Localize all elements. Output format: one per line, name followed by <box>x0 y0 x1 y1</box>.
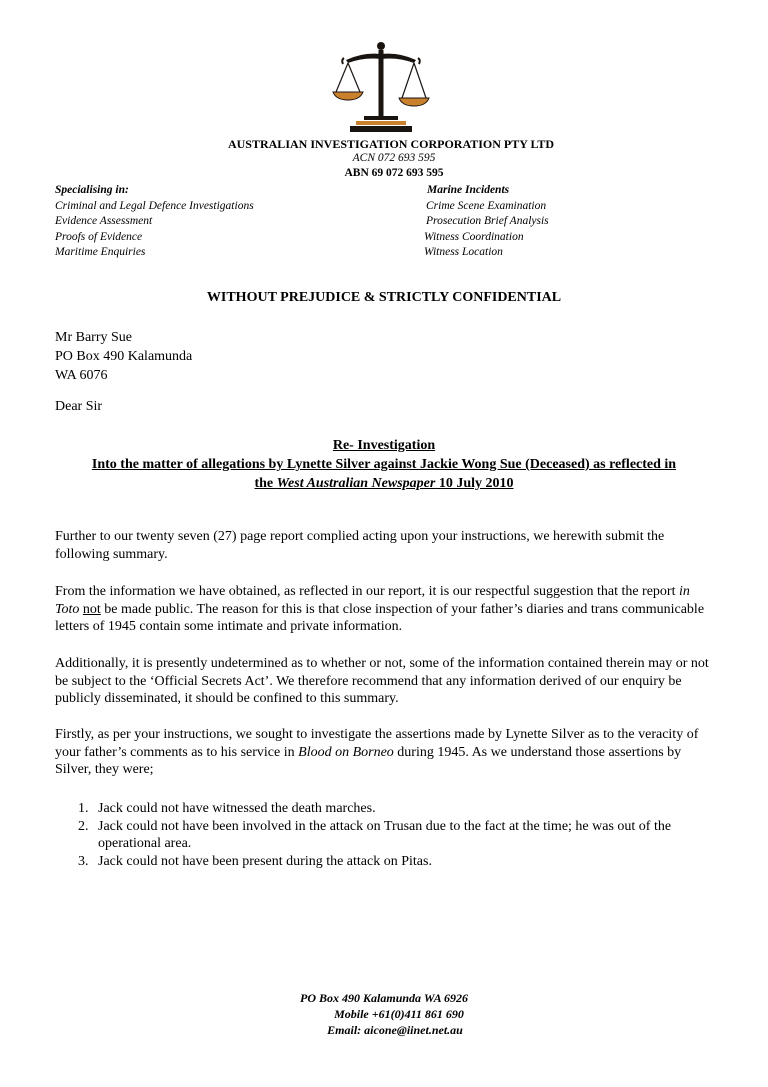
logo-left-pan <box>333 92 363 100</box>
service-item: Prosecution Brief Analysis <box>426 215 549 227</box>
service-item: Evidence Assessment <box>55 215 153 227</box>
logo-knob <box>377 42 385 50</box>
service-item-bold: Marine Incidents <box>427 184 510 196</box>
footer-mobile: Mobile +61(0)411 861 690 <box>334 1007 464 1021</box>
paragraph: Further to our twenty seven (27) page report complied acting upon your instructions, we herewith submit the following summary. <box>55 529 665 562</box>
newspaper-name: West Australian Newspaper <box>276 476 436 491</box>
paragraph: Firstly, as per your instructions, we sought to investigate the assertions made by Lynette Silver as to the veracity of your father’s comments as to his service in Blood on Borneo during 1945. As we understand those assertions by Silver, they were; <box>55 727 699 777</box>
company-acn: ACN 072 693 595 <box>352 152 436 164</box>
subject-line: the West Australian Newspaper 10 July 2010 <box>254 476 514 491</box>
logo-base-mid <box>356 121 406 125</box>
salutation: Dear Sir <box>55 399 103 414</box>
list-number: 2. <box>78 818 89 834</box>
list-item: 3. Jack could not have been present during the attack on Pitas. <box>78 853 432 869</box>
paragraph: From the information we have obtained, as reflected in our report, it is our respectful suggestion that the report in Toto not be made public. The reason for this is that close inspection of your father’s diaries and trans communicable letters of 1945 contain some intimate and private information. <box>55 584 705 634</box>
company-abn: ABN 69 072 693 595 <box>344 167 444 179</box>
logo-base-top <box>364 116 398 120</box>
footer-email: Email: aicone@iinet.net.au <box>327 1023 463 1037</box>
assertions-list <box>55 800 715 870</box>
subject-line: Into the matter of allegations by Lynette Silver against Jackie Wong Sue (Deceased) as reflected in <box>91 457 677 472</box>
service-item: Proofs of Evidence <box>55 230 143 243</box>
list-number: 3. <box>78 853 89 869</box>
company-name: AUSTRALIAN INVESTIGATION CORPORATION PTY LTD <box>227 137 555 151</box>
book-title: Blood on Borneo <box>298 744 394 760</box>
services-right-column <box>422 183 549 261</box>
footer-address: PO Box 490 Kalamunda WA 6926 <box>300 991 468 1005</box>
logo-pillar <box>379 50 384 116</box>
subject-line: Re- Investigation <box>332 438 436 453</box>
service-item: Witness Coordination <box>424 230 524 243</box>
paragraph: Additionally, it is presently undetermined as to whether or not, some of the information contained therein may or not be subject to the ‘Official Secrets Act’. We therefore recommend that any information derived of our enquiry be publicly disseminated, it should be confined to this summary. <box>55 656 709 706</box>
scales-of-justice-logo <box>328 40 434 136</box>
logo-base-bottom <box>350 126 412 132</box>
services-left-column <box>55 183 254 261</box>
service-item: Witness Location <box>424 246 503 258</box>
service-item: Crime Scene Examination <box>426 199 547 212</box>
recipient-name: Mr Barry Sue <box>55 330 132 345</box>
list-item: 1. Jack could not have witnessed the death marches. <box>78 801 376 816</box>
services-heading: Specialising in: <box>55 184 129 196</box>
subject-heading <box>55 436 713 493</box>
list-item: 2. Jack could not have been involved in the attack on Trusan due to the fact at the time; he was out of the operational area. <box>78 818 672 851</box>
footer-contact <box>0 990 768 1038</box>
service-item: Criminal and Legal Defence Investigations <box>55 199 254 212</box>
recipient-address-line: WA 6076 <box>55 368 108 383</box>
list-number: 1. <box>78 801 89 816</box>
logo-right-pan <box>399 98 429 106</box>
confidential-heading: WITHOUT PREJUDICE & STRICTLY CONFIDENTIAL <box>206 290 562 305</box>
recipient-address-line: PO Box 490 Kalamunda <box>55 349 193 364</box>
service-item: Maritime Enquiries <box>55 246 146 258</box>
recipient-address <box>55 328 192 385</box>
